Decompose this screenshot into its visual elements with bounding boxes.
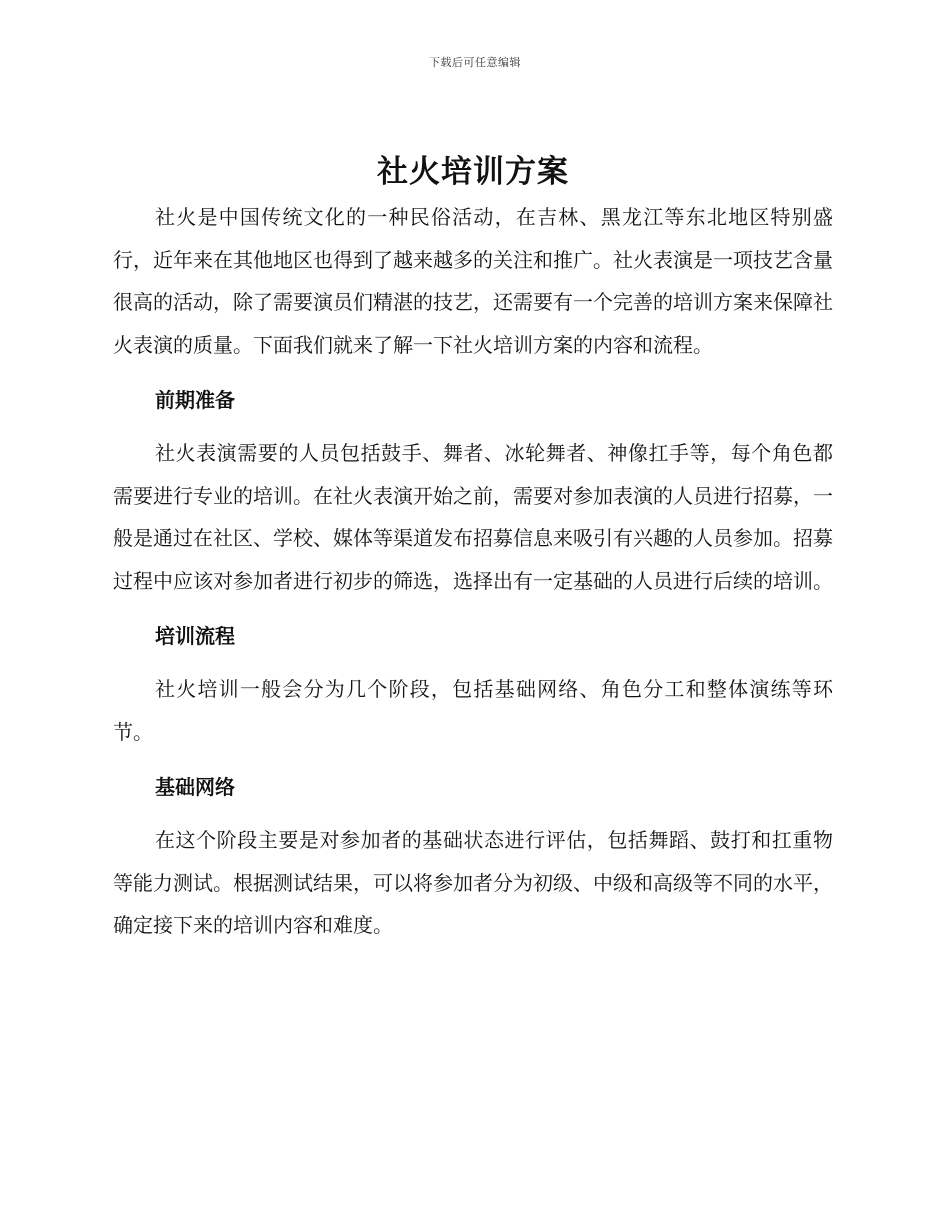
document-title: 社火培训方案 <box>377 154 569 190</box>
section-body-training-process: 社火培训一般会分为几个阶段，包括基础网络、角色分工和整体演练等环节。 <box>113 677 833 744</box>
section-heading-basics: 基础网络 <box>155 775 235 799</box>
page-header-note: 下载后可任意编辑 <box>429 56 521 69</box>
section-heading-training-process: 培训流程 <box>155 624 235 648</box>
document-body <box>113 148 833 947</box>
section-heading-preparation: 前期准备 <box>155 388 235 412</box>
section-body-preparation: 社火表演需要的人员包括鼓手、舞者、冰轮舞者、神像扛手等，每个角色都需要进行专业的培训。在社火表演开始之前，需要对参加表演的人员进行招募，一般是通过在社区、学校、媒体等渠道发布招募信息来吸引有兴趣的人员参加。招募过程中应该对参加者进行初步的筛选，选择出有一定基础的人员进行后续的培训。 <box>113 441 833 593</box>
intro-paragraph: 社火是中国传统文化的一种民俗活动，在吉林、黑龙江等东北地区特别盛行，近年来在其他地区也得到了越来越多的关注和推广。社火表演是一项技艺含量很高的活动，除了需要演员们精湛的技艺，还需要有一个完善的培训方案来保障社火表演的质量。下面我们就来了解一下社火培训方案的内容和流程。 <box>113 205 833 357</box>
section-body-basics: 在这个阶段主要是对参加者的基础状态进行评估，包括舞蹈、鼓打和扛重物等能力测试。根据测试结果，可以将参加者分为初级、中级和高级等不同的水平，确定接下来的培训内容和难度。 <box>113 828 833 937</box>
